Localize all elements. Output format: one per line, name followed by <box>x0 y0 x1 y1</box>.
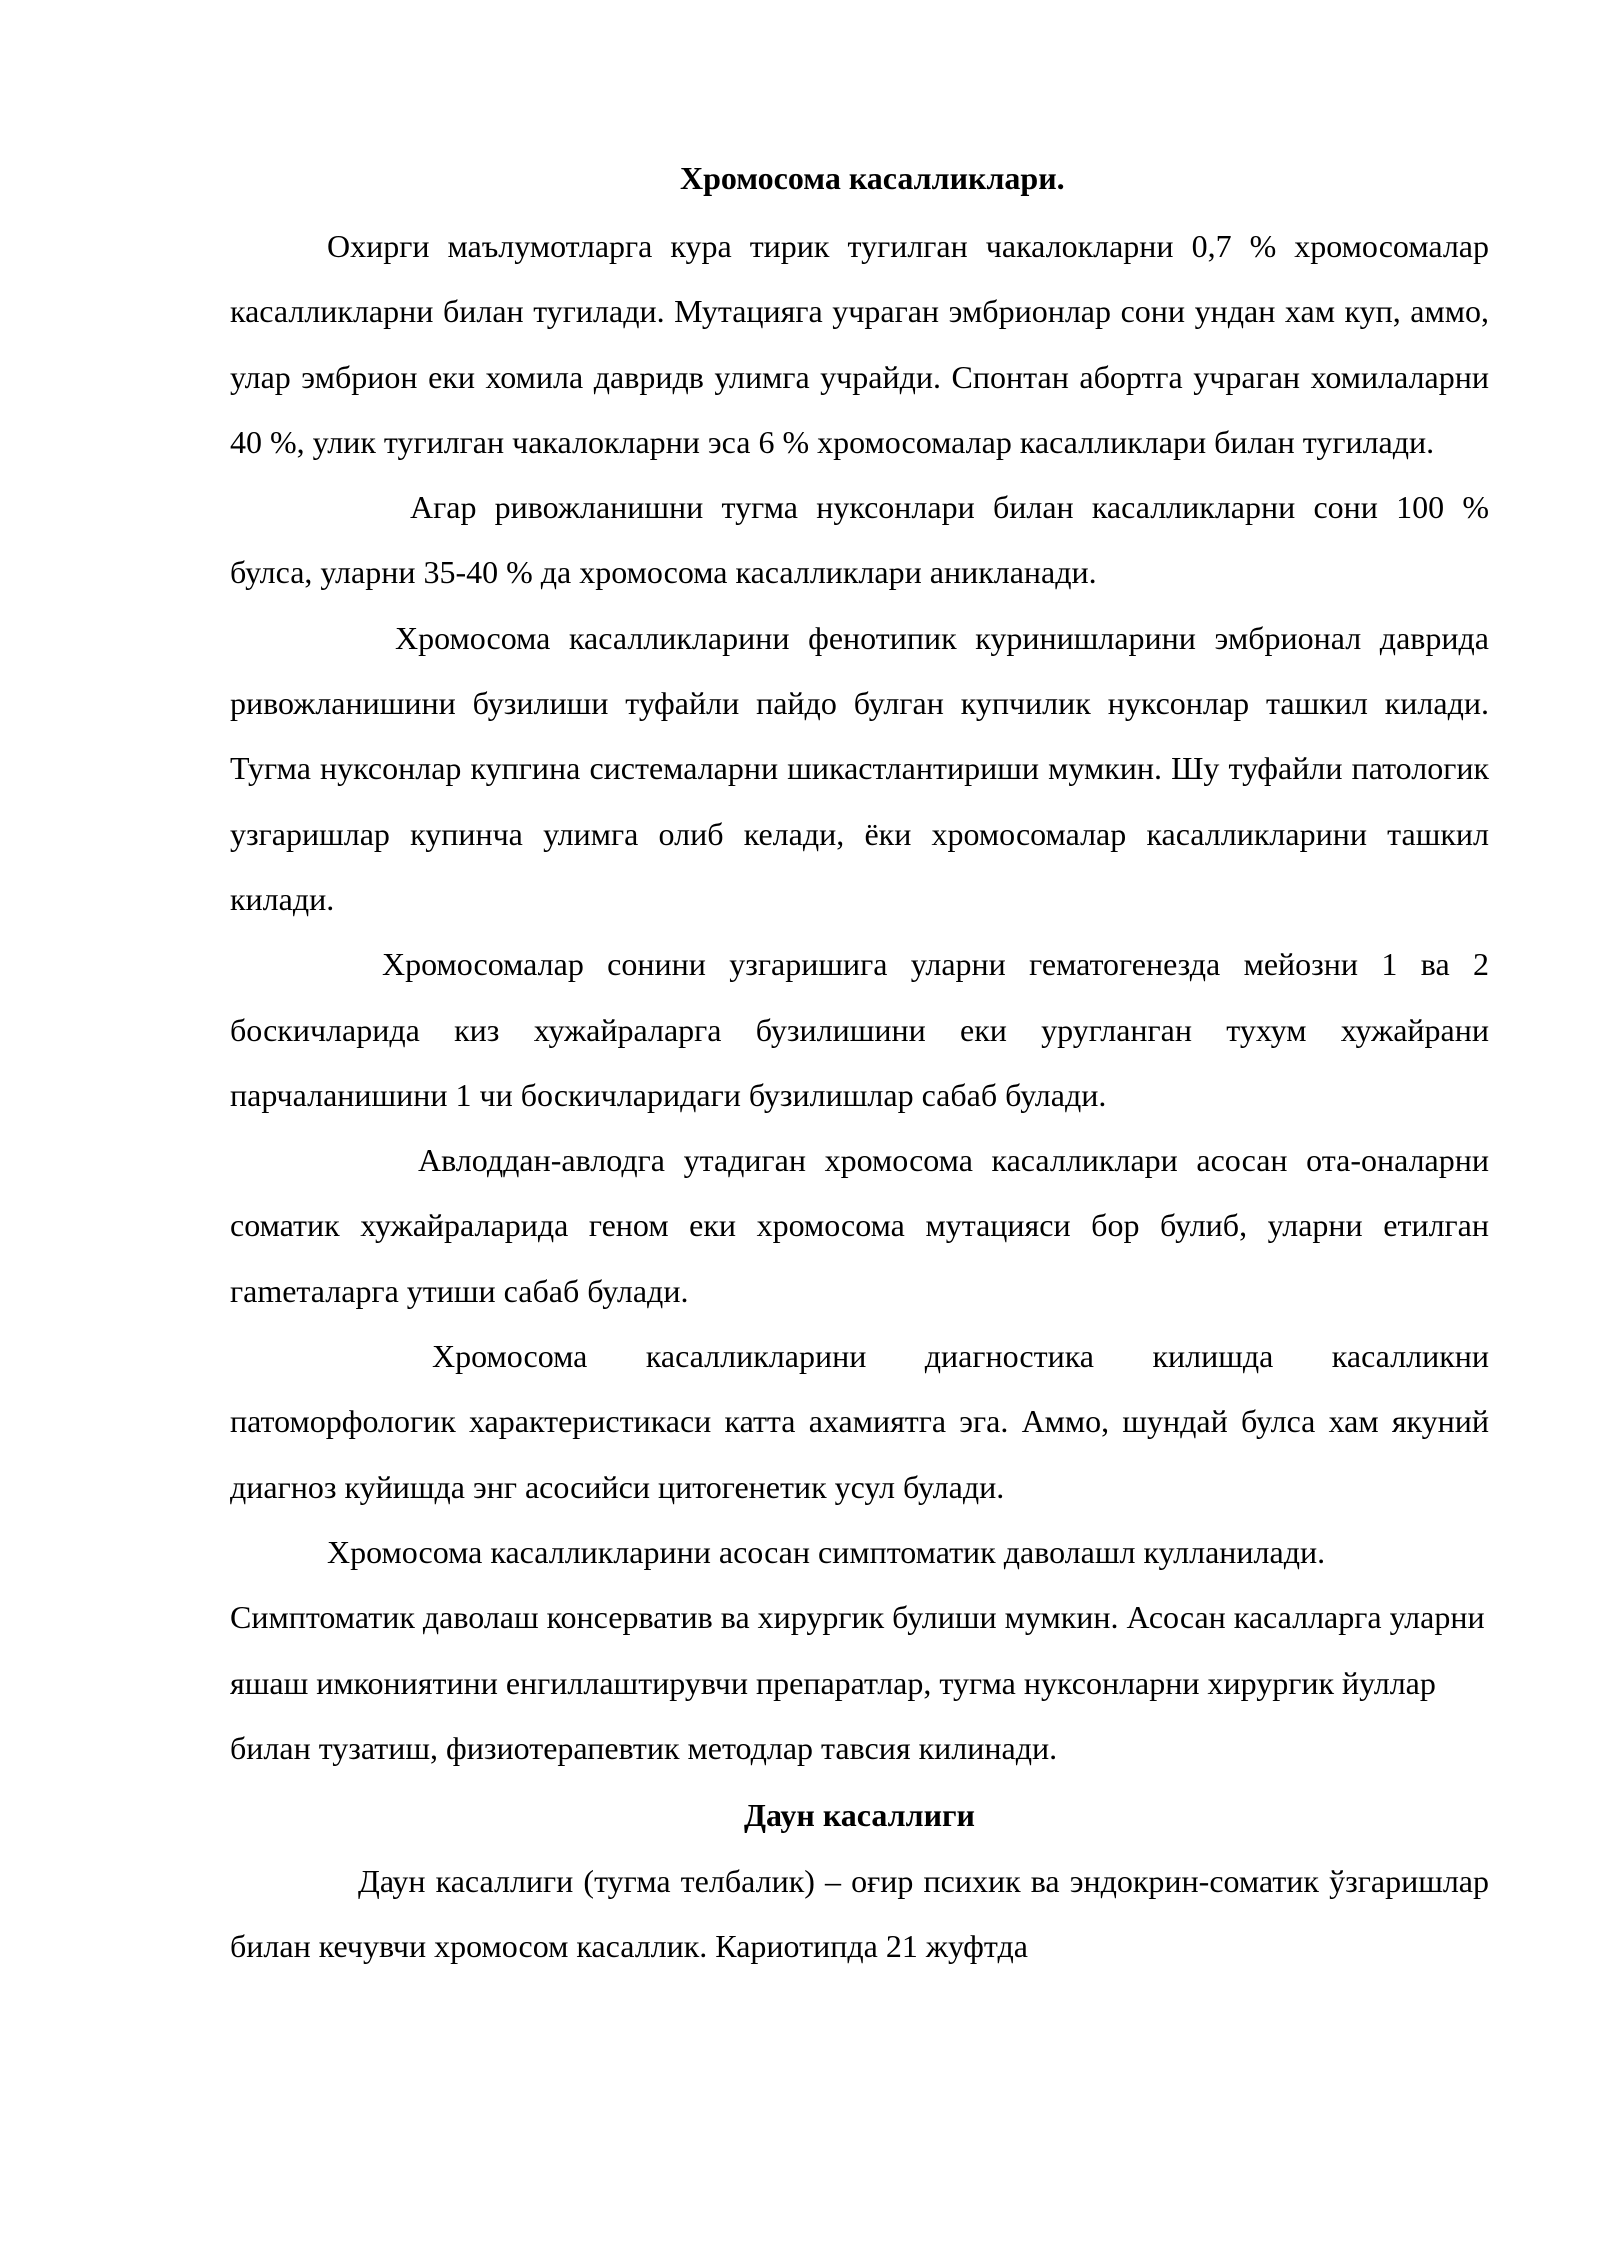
section-heading-down: Даун касаллиги <box>744 1797 975 1834</box>
paragraph-5: Авлоддан-авлодга утадиган хромосома касалликлари асосан ота-оналарни соматик хужайраларида геном еки хромосома мутацияси бор булиб, уларни етилган гameталарга утиши сабаб булади. <box>230 1142 1489 1309</box>
paragraph-1: Охирги маълумотларга кура тирик тугилган чакалокларни 0,7 % хромосомалар касалликларни билан тугилади. Мутацияга учраган эмбрионлар сони ундан хам куп, аммо, улар эмбрион еки хомила давридв улимга учрайди. Спонтан абортга учраган хомилаларни 40 %, улик тугилган чакалокларни эса 6 % хромосомалар касалликлари билан тугилади. <box>230 228 1489 460</box>
paragraph-down: Даун касаллиги (тугма телбалик) – оғир психик ва эндокрин-соматик ўзгаришлар билан кечувчи хромосом касаллик. Кариотипда 21 жуфтда <box>230 1863 1489 1965</box>
paragraph-7: Хромосома касалликларини асосан симптоматик даволашл кулланилади. Симптоматик даволаш консерватив ва хирургик булиши мумкин. Асосан касалларга уларни яшаш имкониятини енгиллаштирувчи препаратлар, тугма нуксонларни хирургик йуллар билан тузатиш, физиотерапевтик методлар тавсия килинади. <box>230 1533 1485 1766</box>
paragraph-2: Агар ривожланишни тугма нуксонлари билан касалликларни сони 100 % булса, уларни 35-40 % да хромосома касалликлари аникланади. <box>230 489 1489 591</box>
paragraph-4: Хромосомалар сонини узгаришига уларни гематогенезда мейозни 1 ва 2 боскичларида киз хужайраларга бузилишини еки уругланган тухум хужайрани парчаланишини 1 чи боскичларидаги бузилишлар сабаб булади. <box>230 946 1489 1113</box>
document-body <box>230 150 1489 1980</box>
paragraph-3: Хромосома касалликларини фенотипик куринишларини эмбрионал даврида ривожланишини бузилиши туфайли пайдо булган купчилик нуксонлар ташкил килади. Тугма нуксонлар купгина системаларни шикастлантириши мумкин. Шу туфайли патологик узгаришлар купинча улимга олиб келади, ёки хромосомалар касалликларини ташкил килади. <box>230 619 1489 917</box>
document-title: Хромосома касалликлари. <box>680 160 1065 196</box>
paragraph-6: Хромосома касалликларини диагностика килишда касалликни патоморфологик характеристикаси катта ахамиятга эга. Аммо, шундай булса хам якуний диагноз куйишда энг асосийси цитогенетик усул булади. <box>230 1338 1489 1505</box>
